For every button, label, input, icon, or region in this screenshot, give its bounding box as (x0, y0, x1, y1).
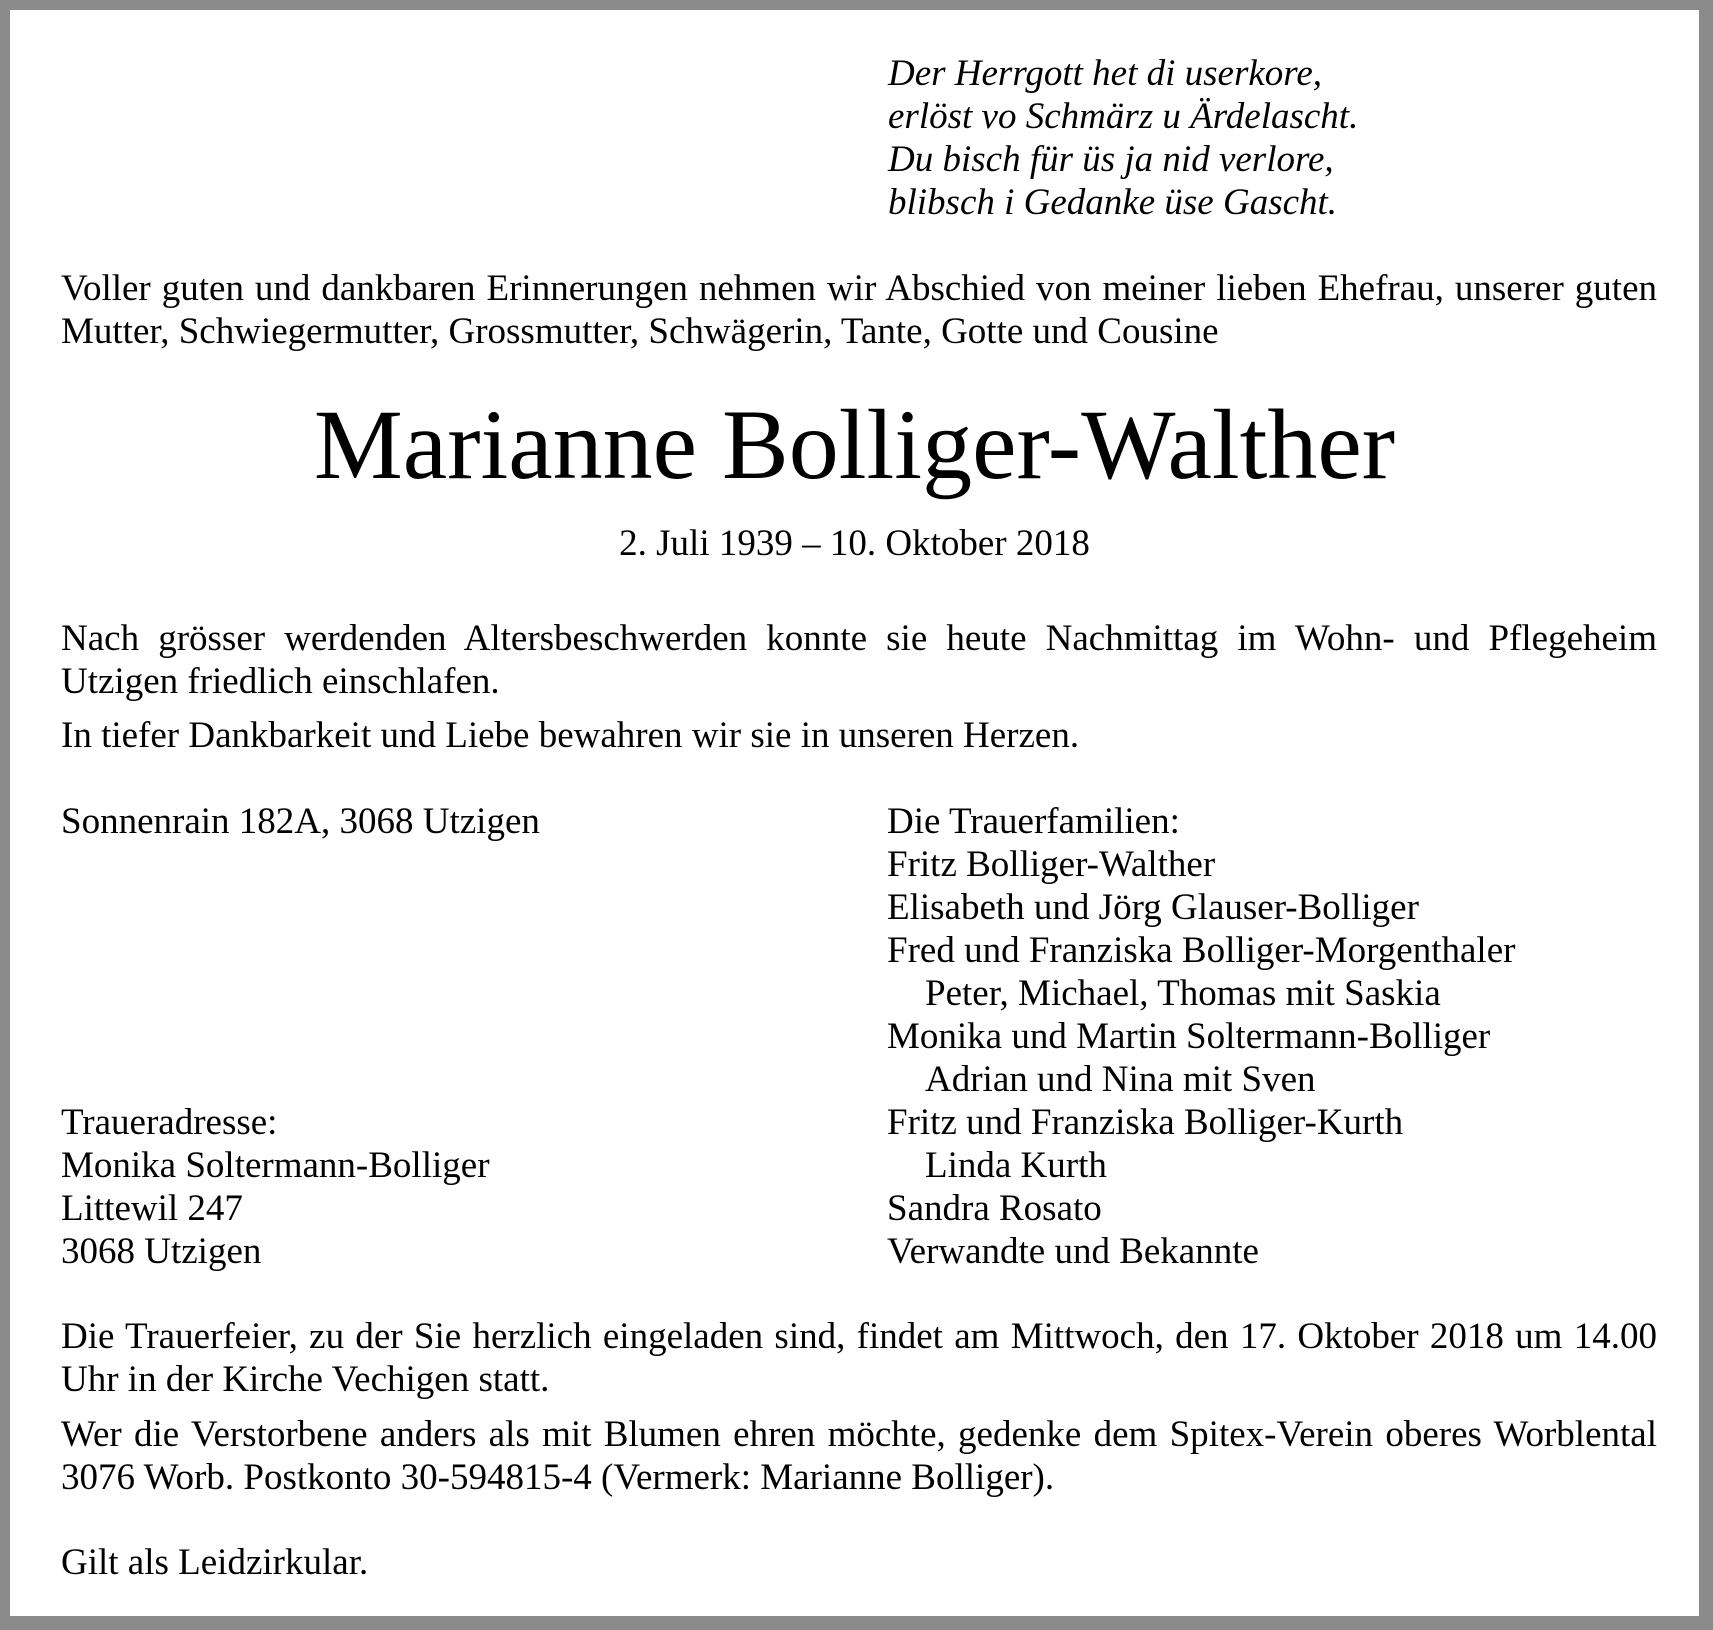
mourning-address-line: 3068 Utzigen (61, 1231, 262, 1272)
passing-paragraph: Nach grösser werdenden Altersbeschwerden konnte sie heute Nachmittag im Wohn- und Pflegeheim Utzigen friedlich einschlafen. (61, 618, 1657, 702)
family-line: Fritz und Franziska Bolliger-Kurth (887, 1102, 1404, 1143)
mourning-address-line: Littewil 247 (61, 1188, 243, 1229)
mourning-address-label: Traueradresse: (61, 1102, 278, 1143)
poem-line: Der Herrgott het di userkore, (888, 53, 1322, 94)
poem-line: Du bisch für üs ja nid verlore, (888, 139, 1334, 180)
family-line: Fritz Bolliger-Walther (887, 844, 1216, 885)
mourning-families (887, 800, 1515, 1273)
family-line: Verwandte und Bekannte (887, 1231, 1259, 1272)
family-line: Sandra Rosato (887, 1188, 1102, 1229)
home-address-line: Sonnenrain 182A, 3068 Utzigen (61, 801, 540, 842)
intro-text: Voller guten und dankbaren Erinnerungen nehmen wir Abschied von meiner lieben Ehefrau, unserer guten Mutter, Schwiegermutter, Grossmutter, Schwägerin, Tante, Gotte und Cousine (61, 268, 1657, 352)
family-line: Elisabeth und Jörg Glauser-Bolliger (887, 887, 1419, 928)
obituary-notice (10, 10, 1699, 1616)
families-label: Die Trauerfamilien: (887, 801, 1180, 842)
poem (888, 52, 1358, 224)
family-line: Fred und Franziska Bolliger-Morgenthaler (887, 930, 1516, 971)
family-line: Monika und Martin Soltermann-Bolliger (887, 1016, 1491, 1057)
gratitude-paragraph: In tiefer Dankbarkeit und Liebe bewahren wir sie in unseren Herzen. (61, 715, 1080, 756)
family-line-children: Adrian und Nina mit Sven (925, 1059, 1316, 1100)
closing-line: Gilt als Leidzirkular. (61, 1542, 369, 1583)
deceased-name: Marianne Bolliger-Walther (313, 389, 1396, 500)
mourning-address (61, 1101, 490, 1273)
donation-info: Wer die Verstorbene anders als mit Blumen ehren möchte, gedenke dem Spitex-Verein oberes Worblental 3076 Worb. Postkonto 30-594815-4 (Vermerk: Marianne Bolliger). (61, 1414, 1657, 1498)
family-line-children: Peter, Michael, Thomas mit Saskia (925, 973, 1441, 1014)
home-address (61, 800, 540, 843)
closing-note (61, 1541, 368, 1584)
poem-line: erlöst vo Schmärz u Ärdelascht. (888, 96, 1359, 137)
poem-line: blibsch i Gedanke üse Gascht. (888, 182, 1338, 223)
mourning-address-line: Monika Soltermann-Bolliger (61, 1145, 490, 1186)
family-line-children: Linda Kurth (925, 1145, 1107, 1186)
life-dates: 2. Juli 1939 – 10. Oktober 2018 (619, 523, 1090, 564)
funeral-info: Die Trauerfeier, zu der Sie herzlich eingeladen sind, findet am Mittwoch, den 17. Oktober 2018 um 14.00 Uhr in der Kirche Vechigen statt. (61, 1316, 1657, 1400)
